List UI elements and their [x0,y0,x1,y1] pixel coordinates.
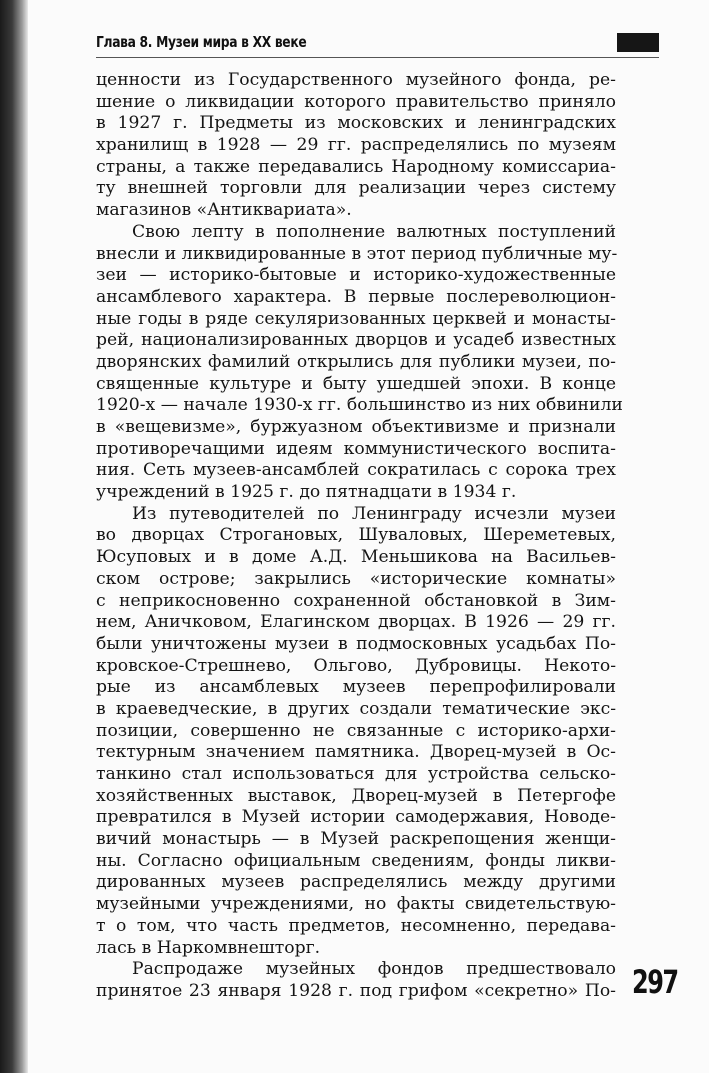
text-line: Из путеводителей по Ленинграду исчезли музеи [132,503,616,524]
text-line: музейными учреждениями, но факты свидетельствую- [96,894,616,915]
book-spine-shadow [0,0,28,1073]
text-line: ансамблевого характера. В первые послереволюцион- [96,286,616,307]
body-text [96,70,623,1003]
text-line: превратился в Музей истории самодержавия, Новоде- [96,807,616,828]
text-line: с неприкосновенно сохраненной обстановкой в Зим- [96,590,616,611]
header-thumb-block [617,33,659,52]
text-line: Распродаже музейных фондов предшествовало [132,959,616,980]
text-line: дворянских фамилий открылись для публики музеи, по- [96,351,616,372]
page-number: 297 [632,963,678,1001]
text-line: ния. Сеть музеев-ансамблей сократилась с сорока трех [96,460,616,481]
text-line: священные культуре и быту ушедшей эпохи. В конце [96,373,616,394]
text-line: вичий монастырь — в Музей раскрепощения женщи- [96,829,616,850]
text-line: Юсуповых и в доме А.Д. Меньшикова на Васильев- [96,547,616,568]
text-line: в 1927 г. Предметы из московских и ленинградских [96,113,616,134]
text-line: учреждений в 1925 г. до пятнадцати в 1934 г. [96,482,517,503]
text-line: рые из ансамблевых музеев перепрофилировали [96,677,616,698]
text-line: тектурным значением памятника. Дворец-музей в Ос- [96,742,616,763]
text-line: в «вещевизме», буржуазном объективизме и признали [96,417,616,437]
text-line: танкино стал использоваться для устройства сельско- [96,764,616,784]
text-line: шение о ликвидации которого правительство приняло [96,91,616,112]
text-line: дированных музеев распределялись между другими [96,872,616,893]
text-line: во дворцах Строгановых, Шуваловых, Шереметевых, [96,525,616,546]
text-line: 1920-х — начале 1930-х гг. большинство из них обвинили [96,395,623,416]
text-line: хранилищ в 1928 — 29 гг. распределялись по музеям [96,135,616,156]
text-line: ные годы в ряде секуляризованных церквей и монасты- [96,308,616,329]
text-line: страны, а также передавались Народному комиссариа- [96,156,616,177]
text-line: противоречащими идеям коммунистического воспита- [96,438,616,459]
text-line: были уничтожены музеи в подмосковных усадьбах По- [96,633,616,654]
text-line: в краеведческие, в других создали тематические экс- [96,698,616,719]
text-line: ском острове; закрылись «исторические комнаты» [96,568,616,589]
text-line: ту внешней торговли для реализации через систему [96,178,616,199]
text-line: внесли и ликвидированные в этот период публичные му- [96,243,618,264]
text-line: позиции, совершенно не связанные с историко-архи- [96,720,616,741]
text-line: хозяйственных выставок, Дворец-музей в Петергофе [96,785,616,806]
text-line: Свою лепту в пополнение валютных поступлений [132,221,616,242]
text-line: т о том, что часть предметов, несомненно, передава- [96,915,616,936]
text-line: ценности из Государственного музейного фонда, ре- [96,70,616,90]
text-line: лась в Наркомвнешторг. [96,937,321,958]
text-line: кровское-Стрешнево, Ольгово, Дубровицы. Некото- [96,655,616,676]
text-line: магазинов «Антиквариата». [96,200,352,221]
text-line: принятое 23 января 1928 г. под грифом «секретно» По- [96,980,616,1001]
running-title: Глава 8. Музеи мира в XX веке [96,33,307,51]
running-head [96,29,659,58]
text-line: рей, национализированных дворцов и усадеб известных [96,330,616,351]
text-line: ны. Согласно официальным сведениям, фонды ликви- [96,850,616,871]
text-line: нем, Аничковом, Елагинском дворцах. В 1926 — 29 гг. [96,612,616,633]
text-line: зеи — историко-бытовые и историко-художественные [96,265,616,286]
